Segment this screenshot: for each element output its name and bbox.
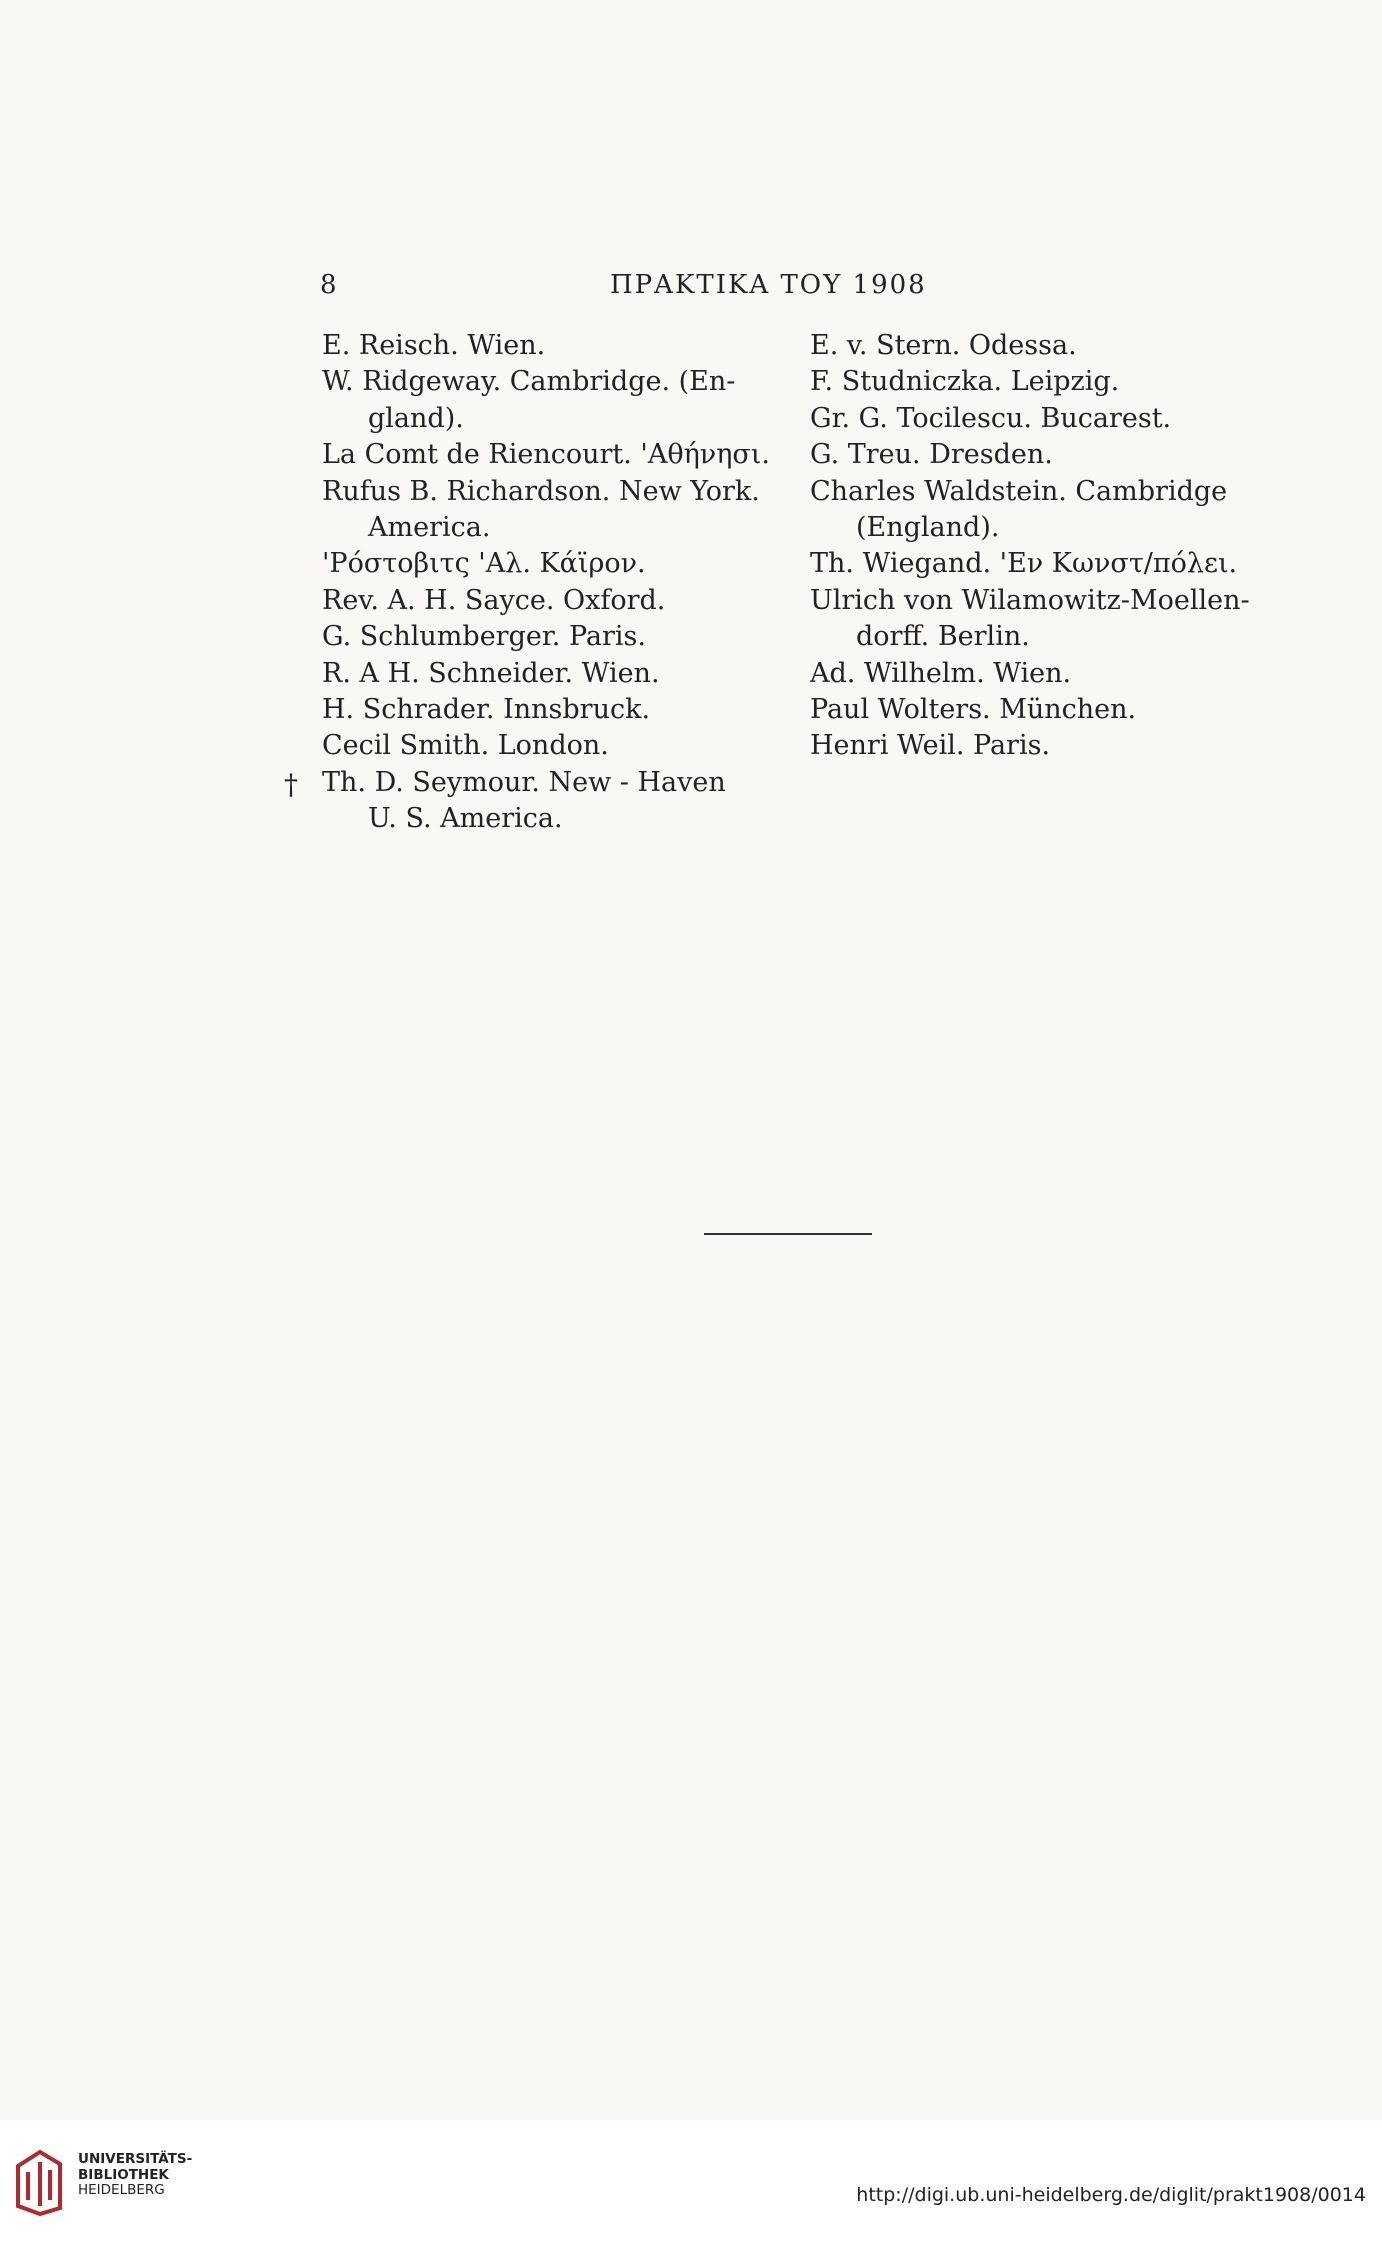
member-name: E. Reisch. Wien. xyxy=(322,330,546,361)
member-entry xyxy=(810,437,1270,473)
member-entry xyxy=(810,401,1270,437)
member-name: Ulrich von Wilamowitz-Moellen- xyxy=(810,584,1250,616)
library-line: UNIVERSITÄTS- xyxy=(78,2151,193,2167)
deceased-mark: † xyxy=(284,767,298,801)
member-list-right xyxy=(810,328,1270,765)
member-entry xyxy=(322,364,782,400)
member-name: (England). xyxy=(856,512,1000,544)
library-line: HEIDELBERG xyxy=(78,2182,165,2198)
member-list-left xyxy=(284,328,782,838)
member-name: Henri Weil. Paris. xyxy=(810,730,1051,762)
ub-heidelberg-logo-icon xyxy=(14,2148,64,2218)
section-divider xyxy=(704,1233,872,1235)
member-entry xyxy=(322,728,782,764)
member-entry xyxy=(810,328,1270,364)
member-name: Charles Waldstein. Cambridge xyxy=(810,475,1228,507)
member-name: Th. D. Seymour. New - Haven xyxy=(322,766,726,798)
member-entry xyxy=(810,692,1270,728)
member-name: Rufus B. Richardson. New York. xyxy=(322,475,760,507)
running-title: ΠΡΑΚΤΙΚΑ ΤΟΥ 1908 xyxy=(610,270,927,300)
member-entry xyxy=(810,474,1270,510)
member-name: Ad. Wilhelm. Wien. xyxy=(810,657,1072,689)
member-entry xyxy=(810,728,1270,764)
member-name: R. A H. Schneider. Wien. xyxy=(322,657,660,689)
member-entry xyxy=(322,801,782,837)
member-name: H. Schrader. Innsbruck. xyxy=(322,694,651,726)
member-entry xyxy=(810,583,1270,619)
page-header xyxy=(320,270,960,306)
member-entry xyxy=(810,546,1270,582)
member-entry xyxy=(322,583,782,619)
member-name: dorff. Berlin. xyxy=(856,621,1030,653)
member-name: F. Studniczka. Leipzig. xyxy=(810,366,1120,398)
member-entry xyxy=(322,546,782,582)
member-name: W. Ridgeway. Cambridge. (En- xyxy=(322,366,736,398)
member-name: G. Schlumberger. Paris. xyxy=(322,621,646,653)
member-entry xyxy=(810,656,1270,692)
member-name: Paul Wolters. München. xyxy=(810,694,1137,726)
member-name: Gr. G. Tocilescu. Bucarest. xyxy=(810,402,1172,434)
member-entry xyxy=(322,656,782,692)
member-entry xyxy=(322,692,782,728)
member-name: Rev. A. H. Sayce. Oxford. xyxy=(322,584,666,616)
member-entry xyxy=(322,328,782,364)
member-name: G. Treu. Dresden. xyxy=(810,439,1053,471)
page-number: 8 xyxy=(320,270,338,300)
member-name: Cecil Smith. London. xyxy=(322,730,609,762)
member-entry xyxy=(810,364,1270,400)
member-entry xyxy=(322,510,782,546)
member-name: 'Ρόστοβιτς 'Αλ. Κάϊρον. xyxy=(322,548,646,580)
member-entry xyxy=(322,474,782,510)
member-name: La Comt de Riencourt. 'Αθήνησι. xyxy=(322,439,770,471)
member-entry xyxy=(810,510,1270,546)
member-entry xyxy=(322,619,782,655)
permalink-url[interactable]: http://digi.ub.uni-heidelberg.de/diglit/prakt1908/0014 xyxy=(856,2184,1366,2206)
member-name: U. S. America. xyxy=(368,803,563,835)
library-name xyxy=(78,2152,192,2199)
member-entry xyxy=(810,619,1270,655)
member-name: America. xyxy=(368,512,491,544)
library-line: BIBLIOTHEK xyxy=(78,2166,169,2183)
member-entry xyxy=(284,765,782,801)
member-name: Th. Wiegand. 'Εν Κωνστ/πόλει. xyxy=(810,548,1238,580)
member-name: gland). xyxy=(368,402,464,434)
member-entry xyxy=(322,437,782,473)
member-entry xyxy=(322,401,782,437)
member-name: E. v. Stern. Odessa. xyxy=(810,330,1077,361)
